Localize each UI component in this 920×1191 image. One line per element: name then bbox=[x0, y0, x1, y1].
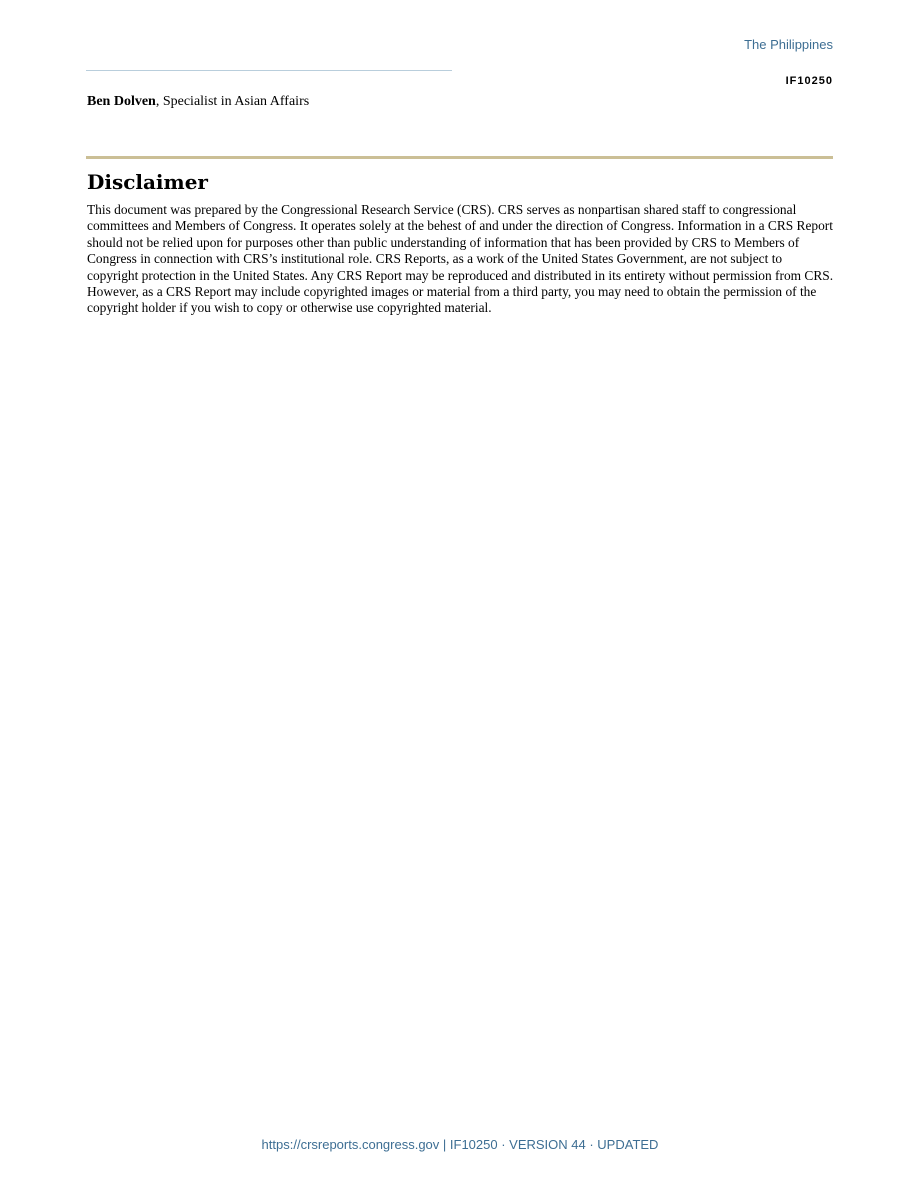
running-title: The Philippines bbox=[744, 37, 833, 52]
author-title: , Specialist in Asian Affairs bbox=[155, 94, 310, 109]
author-name: Ben Dolven bbox=[87, 94, 156, 109]
report-number: IF10250 bbox=[785, 75, 833, 87]
page-footer bbox=[0, 1137, 920, 1152]
crs-reports-link[interactable]: https://crsreports.congress.gov bbox=[261, 1137, 440, 1152]
disclaimer-heading: Disclaimer bbox=[87, 170, 208, 194]
section-divider bbox=[86, 156, 833, 159]
disclaimer-text: This document was prepared by the Congressional Research Service (CRS). CRS serves as nonpartisan shared staff to congressional committees and Members of Congress. It operates solely at the behest of and under the direction of Congress. Information in a CRS Report should not be relied upon for purposes other than public understanding of information that has been provided by CRS to Members of Congress in connection with CRS’s institutional role. CRS Reports, as a work of the United States Government, are not subject to copyright protection in the United States. Any CRS Report may be reproduced and distributed in its entirety without permission from CRS. However, as a CRS Report may include copyrighted images or material from a third party, you may need to obtain the permission of the copyright holder if you wish to copy or otherwise use copyrighted material. bbox=[87, 202, 834, 316]
footer-details: | IF10250 · VERSION 44 · UPDATED bbox=[439, 1137, 659, 1152]
author-line bbox=[87, 94, 309, 110]
header-divider bbox=[86, 70, 452, 71]
